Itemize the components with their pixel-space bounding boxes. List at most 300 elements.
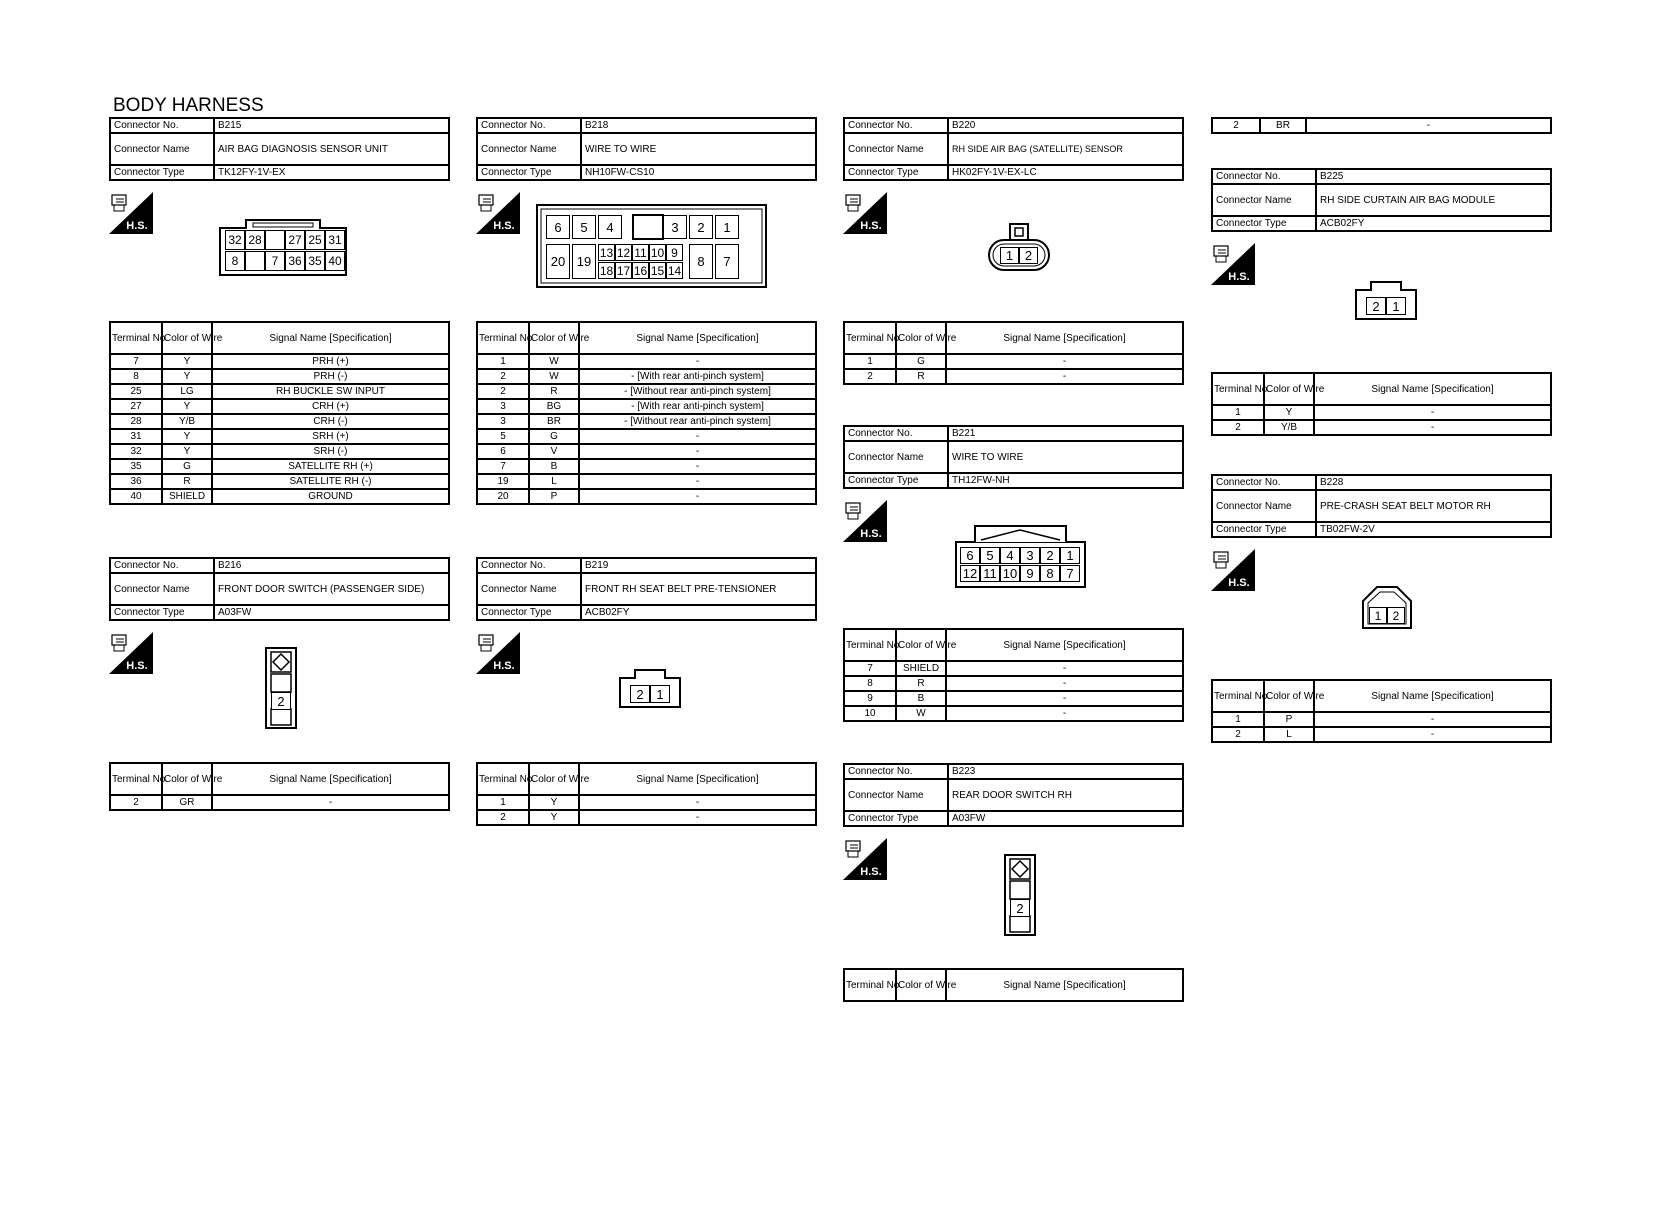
terminal-no-cell: 28 (110, 414, 162, 429)
terminal-no-cell: 32 (110, 444, 162, 459)
connector-type-label: Connector Type (110, 605, 214, 620)
connector-pin: 40 (325, 251, 345, 271)
page-title: BODY HARNESS (113, 95, 264, 116)
table-row (110, 429, 449, 444)
hs-badge-text: H.S. (493, 220, 515, 232)
connector-pin: 2 (1366, 297, 1386, 315)
terminal-no-cell: 36 (110, 474, 162, 489)
terminal-no-cell: 19 (477, 474, 529, 489)
connector-info-b220 (843, 117, 1184, 181)
terminal-no-header: Terminal No. (1212, 680, 1264, 712)
signal-name-cell: - (946, 676, 1183, 691)
connector-no-label: Connector No. (844, 764, 948, 779)
terminal-no-header: Terminal No. (477, 322, 529, 354)
wire-color-cell: Y/B (1264, 420, 1314, 435)
connector-pin: 6 (546, 215, 570, 239)
table-row (844, 369, 1183, 384)
table-row (844, 661, 1183, 676)
wire-color-cell: Y (162, 399, 212, 414)
connector-pin: 10 (1000, 565, 1020, 582)
connector-pin: 2 (1040, 547, 1060, 564)
connector-no-label: Connector No. (1212, 169, 1316, 184)
signal-name-cell: CRH (+) (212, 399, 449, 414)
table-row (110, 459, 449, 474)
terminal-no-cell: 6 (477, 444, 529, 459)
hs-badge-text: H.S. (860, 220, 882, 232)
signal-name-cell: SATELLITE RH (+) (212, 459, 449, 474)
terminal-table-b215 (109, 321, 450, 505)
terminal-no-cell: 25 (110, 384, 162, 399)
table-row (110, 354, 449, 369)
connector-type-label: Connector Type (844, 473, 948, 488)
table-row (110, 399, 449, 414)
table-row (110, 369, 449, 384)
table-row (1212, 712, 1551, 727)
connector-type-value: TK12FY-1V-EX (214, 165, 449, 180)
connector-pin: 20 (546, 244, 570, 279)
wire-color-cell: R (896, 369, 946, 384)
connector-diagram-b225 (1355, 280, 1417, 320)
terminal-no-cell: 40 (110, 489, 162, 504)
terminal-no-cell: 1 (477, 795, 529, 810)
signal-name-cell: SRH (+) (212, 429, 449, 444)
connector-no-label: Connector No. (110, 558, 214, 573)
signal-name-cell: GROUND (212, 489, 449, 504)
wire-color-cell: Y (162, 354, 212, 369)
connector-pin (245, 251, 265, 271)
connector-pin: 8 (689, 244, 713, 279)
connector-no-label: Connector No. (1212, 475, 1316, 490)
wire-color-cell: LG (162, 384, 212, 399)
table-row (477, 810, 816, 825)
connector-pin: 4 (1000, 547, 1020, 564)
hs-harness-side-icon (1211, 549, 1255, 591)
connector-name-label: Connector Name (110, 133, 214, 165)
connector-no-value: B219 (581, 558, 816, 573)
signal-name-cell: - (1314, 727, 1551, 742)
terminal-no-cell: 1 (844, 354, 896, 369)
connector-pin: 7 (1060, 565, 1080, 582)
signal-name-cell: CRH (-) (212, 414, 449, 429)
table-row (477, 459, 816, 474)
connector-name-label: Connector Name (477, 573, 581, 605)
wire-color-cell: Y (162, 369, 212, 384)
wire-color-cell: P (529, 489, 579, 504)
wire-color-cell: L (529, 474, 579, 489)
table-row (477, 489, 816, 504)
wire-color-cell: Y (162, 444, 212, 459)
wire-color-cell: BR (529, 414, 579, 429)
connector-no-label: Connector No. (477, 558, 581, 573)
signal-name-cell: SRH (-) (212, 444, 449, 459)
connector-pin: 12 (616, 245, 631, 260)
terminal-no-header: Terminal No. (1212, 373, 1264, 405)
signal-name-cell: - (579, 795, 816, 810)
connector-pin: 1 (1386, 297, 1406, 315)
connector-diagram-b218 (536, 204, 767, 288)
connector-type-value: ACB02FY (581, 605, 816, 620)
hs-badge-graphic (1211, 549, 1255, 591)
connector-pin: 27 (285, 230, 305, 250)
connector-pin: 2 (630, 685, 650, 703)
connector-no-value: B221 (948, 426, 1183, 441)
terminal-no-cell: 1 (1212, 712, 1264, 727)
table-row (477, 474, 816, 489)
hs-badge-text: H.S. (1228, 577, 1250, 589)
connector-name-label: Connector Name (844, 441, 948, 473)
wire-color-cell: W (896, 706, 946, 721)
connector-no-label: Connector No. (477, 118, 581, 133)
connector-type-label: Connector Type (844, 165, 948, 180)
table-row (110, 444, 449, 459)
signal-name-cell: - [Without rear anti-pinch system] (579, 384, 816, 399)
terminal-no-header: Terminal No. (110, 763, 162, 795)
wire-color-cell: G (896, 354, 946, 369)
terminal-no-cell: 1 (477, 354, 529, 369)
table-row (844, 676, 1183, 691)
hs-badge-text: H.S. (1228, 271, 1250, 283)
connector-type-value: TB02FW-2V (1316, 522, 1551, 537)
signal-name-cell: - (579, 489, 816, 504)
signal-name-cell: - (946, 661, 1183, 676)
connector-name-value: PRE-CRASH SEAT BELT MOTOR RH (1316, 490, 1551, 522)
terminal-table-header (477, 322, 816, 354)
connector-pin: 1 (715, 215, 739, 239)
wire-color-cell: V (529, 444, 579, 459)
wire-color-cell: Y (529, 810, 579, 825)
wire-color-cell: BG (529, 399, 579, 414)
terminal-no-cell: 2 (477, 384, 529, 399)
terminal-no-cell: 35 (110, 459, 162, 474)
wire-color-cell: W (529, 354, 579, 369)
terminal-no-cell: 27 (110, 399, 162, 414)
wire-color-cell: R (162, 474, 212, 489)
terminal-no-cell: 2 (477, 369, 529, 384)
terminal-no-cell: 3 (477, 399, 529, 414)
hs-badge-text: H.S. (860, 866, 882, 878)
connector-no-value: B215 (214, 118, 449, 133)
terminal-no-cell: 10 (844, 706, 896, 721)
terminal-table-header (1212, 373, 1551, 405)
signal-name-cell: - (579, 810, 816, 825)
terminal-no-cell: 5 (477, 429, 529, 444)
wire-color-cell: L (1264, 727, 1314, 742)
signal-name-header: Signal Name [Specification] (946, 629, 1183, 661)
hs-harness-side-icon (109, 192, 153, 234)
connector-pin: 2 (1019, 247, 1038, 264)
connector-name-label: Connector Name (1212, 184, 1316, 216)
connector-no-value: B225 (1316, 169, 1551, 184)
connector-name-value: FRONT DOOR SWITCH (PASSENGER SIDE) (214, 573, 449, 605)
signal-name-header: Signal Name [Specification] (579, 763, 816, 795)
connector-pin: 36 (285, 251, 305, 271)
terminal-table-b228 (1211, 679, 1552, 743)
connector-type-label: Connector Type (1212, 216, 1316, 231)
connector-pin: 19 (572, 244, 596, 279)
hs-badge-graphic (843, 838, 887, 880)
terminal-table-b221 (843, 628, 1184, 722)
table-row (477, 429, 816, 444)
signal-name-cell: - (1314, 420, 1551, 435)
connector-info-b228 (1211, 474, 1552, 538)
terminal-table-continued (1211, 117, 1552, 134)
color-of-wire-header: Color of Wire (896, 322, 946, 354)
terminal-table-header (477, 763, 816, 795)
wire-color-cell: Y (162, 429, 212, 444)
terminal-no-cell: 9 (844, 691, 896, 706)
connector-info-b219 (476, 557, 817, 621)
terminal-no-cell: 2 (1212, 727, 1264, 742)
connector-pin: 5 (572, 215, 596, 239)
hs-harness-side-icon (476, 192, 520, 234)
terminal-no-cell: 7 (110, 354, 162, 369)
wire-color-cell: BR (1260, 118, 1306, 133)
terminal-table-header (844, 969, 1183, 1001)
signal-name-cell: - [Without rear anti-pinch system] (579, 414, 816, 429)
table-row (477, 414, 816, 429)
connector-no-value: B218 (581, 118, 816, 133)
connector-pin: 3 (1020, 547, 1040, 564)
hs-harness-side-icon (1211, 243, 1255, 285)
connector-type-value: A03FW (948, 811, 1183, 826)
color-of-wire-header: Color of Wire (1264, 373, 1314, 405)
wire-color-cell: Y (529, 795, 579, 810)
connector-type-value: A03FW (214, 605, 449, 620)
connector-pin: 11 (632, 244, 649, 261)
hs-harness-side-icon (109, 632, 153, 674)
connector-type-value: NH10FW-CS10 (581, 165, 816, 180)
table-row (477, 444, 816, 459)
connector-pin: 1 (650, 685, 670, 703)
connector-name-label: Connector Name (110, 573, 214, 605)
connector-pin: 1 (1000, 247, 1019, 264)
connector-pin: 14 (667, 263, 682, 278)
signal-name-cell: - (579, 459, 816, 474)
color-of-wire-header: Color of Wire (162, 322, 212, 354)
hs-badge-graphic (843, 500, 887, 542)
connector-type-value: ACB02FY (1316, 216, 1551, 231)
connector-info-b216 (109, 557, 450, 621)
signal-name-cell: - [With rear anti-pinch system] (579, 399, 816, 414)
wire-color-cell: GR (162, 795, 212, 810)
hs-harness-side-icon (476, 632, 520, 674)
connector-pin: 10 (650, 245, 665, 260)
table-row (477, 399, 816, 414)
connector-type-label: Connector Type (1212, 522, 1316, 537)
table-row (1212, 727, 1551, 742)
table-row (477, 384, 816, 399)
connector-pin: 16 (633, 263, 648, 278)
signal-name-header: Signal Name [Specification] (1314, 680, 1551, 712)
signal-name-cell: SATELLITE RH (-) (212, 474, 449, 489)
wire-color-cell: W (529, 369, 579, 384)
table-row (1212, 118, 1551, 133)
signal-name-cell: PRH (-) (212, 369, 449, 384)
connector-pin: 35 (305, 251, 325, 271)
signal-name-cell: - (946, 706, 1183, 721)
connector-pin: 1 (1369, 607, 1387, 624)
connector-name-label: Connector Name (1212, 490, 1316, 522)
connector-name-value: WIRE TO WIRE (948, 441, 1183, 473)
connector-name-value: RH SIDE CURTAIN AIR BAG MODULE (1316, 184, 1551, 216)
wire-color-cell: R (529, 384, 579, 399)
connector-pin: 13 (599, 245, 614, 260)
table-row (110, 384, 449, 399)
connector-name-value: FRONT RH SEAT BELT PRE-TENSIONER (581, 573, 816, 605)
connector-no-label: Connector No. (844, 118, 948, 133)
terminal-no-header: Terminal No. (110, 322, 162, 354)
connector-type-label: Connector Type (110, 165, 214, 180)
wire-color-cell: B (896, 691, 946, 706)
connector-name-value: WIRE TO WIRE (581, 133, 816, 165)
hs-badge-graphic (843, 192, 887, 234)
connector-info-b218 (476, 117, 817, 181)
signal-name-cell: - (579, 429, 816, 444)
color-of-wire-header: Color of Wire (162, 763, 212, 795)
hs-badge-graphic (109, 632, 153, 674)
connector-diagram-b221 (955, 524, 1086, 588)
connector-pin: 3 (663, 215, 687, 239)
connector-pin: 2 (1010, 899, 1030, 917)
signal-name-cell: - (1314, 712, 1551, 727)
terminal-no-cell: 2 (1212, 420, 1264, 435)
signal-name-cell: - (579, 444, 816, 459)
connector-pin: 9 (1020, 565, 1040, 582)
connector-pin: 8 (225, 251, 245, 271)
connector-name-label: Connector Name (844, 779, 948, 811)
connector-type-label: Connector Type (844, 811, 948, 826)
connector-diagram-b220 (988, 223, 1050, 273)
table-row (844, 354, 1183, 369)
terminal-no-cell: 2 (110, 795, 162, 810)
wire-color-cell: P (1264, 712, 1314, 727)
table-row (477, 354, 816, 369)
signal-name-header: Signal Name [Specification] (946, 969, 1183, 1001)
signal-name-cell: RH BUCKLE SW INPUT (212, 384, 449, 399)
color-of-wire-header: Color of Wire (529, 322, 579, 354)
connector-name-value: REAR DOOR SWITCH RH (948, 779, 1183, 811)
table-row (110, 795, 449, 810)
connector-no-label: Connector No. (110, 118, 214, 133)
terminal-no-cell: 8 (844, 676, 896, 691)
terminal-table-header (844, 322, 1183, 354)
terminal-no-cell: 2 (844, 369, 896, 384)
signal-name-cell: - (946, 369, 1183, 384)
wire-color-cell: Y/B (162, 414, 212, 429)
connector-no-value: B220 (948, 118, 1183, 133)
terminal-no-cell: 8 (110, 369, 162, 384)
connector-pin: 2 (1387, 607, 1405, 624)
connector-pin: 2 (689, 215, 713, 239)
signal-name-cell: - (946, 691, 1183, 706)
connector-pin: 32 (225, 230, 245, 250)
table-row (110, 474, 449, 489)
connector-name-value: RH SIDE AIR BAG (SATELLITE) SENSOR (948, 133, 1183, 165)
table-row (1212, 405, 1551, 420)
connector-no-value: B223 (948, 764, 1183, 779)
connector-pin: 4 (598, 215, 622, 239)
hs-harness-side-icon (843, 500, 887, 542)
signal-name-cell: - (1314, 405, 1551, 420)
signal-name-cell: - (1306, 118, 1551, 133)
connector-pin: 9 (666, 244, 683, 261)
wire-color-cell: G (529, 429, 579, 444)
connector-diagram-b223 (1004, 854, 1036, 936)
terminal-no-cell: 2 (477, 810, 529, 825)
table-row (110, 414, 449, 429)
signal-name-header: Signal Name [Specification] (212, 322, 449, 354)
table-row (844, 691, 1183, 706)
connector-pin: 15 (650, 263, 665, 278)
terminal-table-b225 (1211, 372, 1552, 436)
terminal-no-cell: 1 (1212, 405, 1264, 420)
hs-harness-side-icon (843, 192, 887, 234)
connector-diagram-b228 (1362, 585, 1412, 629)
color-of-wire-header: Color of Wire (896, 629, 946, 661)
terminal-table-b220 (843, 321, 1184, 385)
signal-name-cell: - [With rear anti-pinch system] (579, 369, 816, 384)
connector-diagram-b219 (619, 668, 681, 708)
connector-pin: 11 (980, 565, 1000, 582)
terminal-no-cell: 7 (844, 661, 896, 676)
connector-pin: 1 (1060, 547, 1080, 564)
terminal-no-cell: 31 (110, 429, 162, 444)
hs-badge-text: H.S. (126, 660, 148, 672)
table-row (477, 369, 816, 384)
terminal-table-b218 (476, 321, 817, 505)
terminal-table-header (1212, 680, 1551, 712)
connector-info-b223 (843, 763, 1184, 827)
table-row (844, 706, 1183, 721)
connector-name-label: Connector Name (844, 133, 948, 165)
hs-badge-text: H.S. (860, 528, 882, 540)
connector-pin: 31 (325, 230, 345, 250)
wire-color-cell: R (896, 676, 946, 691)
connector-info-b221 (843, 425, 1184, 489)
terminal-no-header: Terminal No. (477, 763, 529, 795)
connector-info-b225 (1211, 168, 1552, 232)
hs-badge-text: H.S. (126, 220, 148, 232)
connector-name-value: AIR BAG DIAGNOSIS SENSOR UNIT (214, 133, 449, 165)
connector-pin: 2 (271, 692, 291, 710)
connector-pin (265, 230, 285, 250)
connector-info-b215 (109, 117, 450, 181)
connector-pin: 17 (616, 263, 631, 278)
terminal-table-header (110, 322, 449, 354)
connector-pin: 8 (1040, 565, 1060, 582)
connector-type-label: Connector Type (477, 605, 581, 620)
table-row (1212, 420, 1551, 435)
wire-color-cell: SHIELD (896, 661, 946, 676)
signal-name-cell: - (579, 354, 816, 369)
signal-name-cell: - (212, 795, 449, 810)
connector-no-label: Connector No. (844, 426, 948, 441)
hs-badge-text: H.S. (493, 660, 515, 672)
terminal-no-cell: 7 (477, 459, 529, 474)
hs-badge-graphic (476, 632, 520, 674)
terminal-table-header (110, 763, 449, 795)
terminal-table-b223 (843, 968, 1184, 1002)
connector-diagram-b216 (265, 647, 297, 729)
connector-type-value: HK02FY-1V-EX-LC (948, 165, 1183, 180)
connector-pin: 25 (305, 230, 325, 250)
color-of-wire-header: Color of Wire (529, 763, 579, 795)
terminal-no-cell: 2 (1212, 118, 1260, 133)
table-row (110, 489, 449, 504)
connector-pin: 6 (960, 547, 980, 564)
connector-pin: 28 (245, 230, 265, 250)
wire-color-cell: G (162, 459, 212, 474)
